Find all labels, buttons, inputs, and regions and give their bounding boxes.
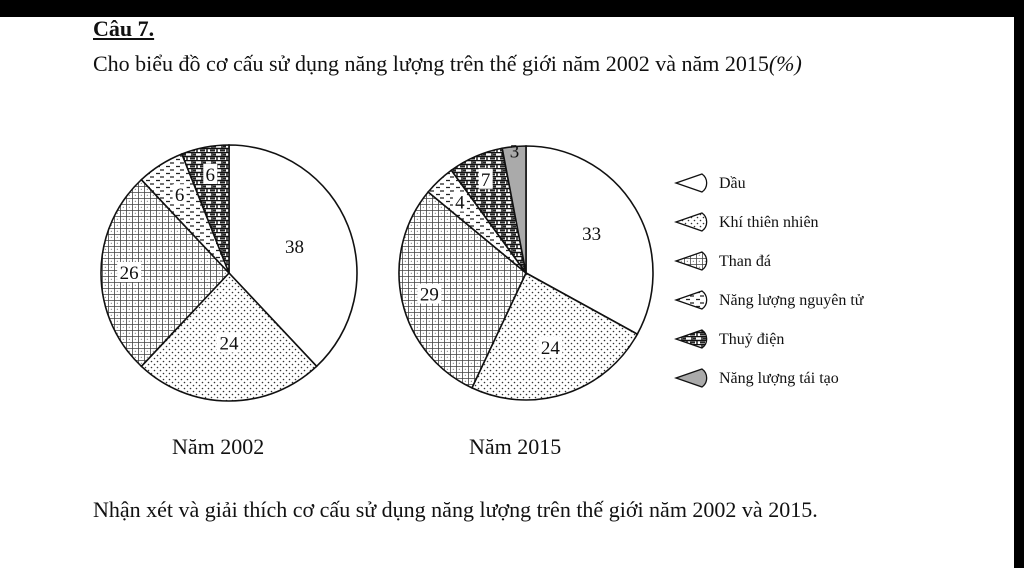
pie-nam-2015 bbox=[399, 142, 653, 400]
question-unit: (%) bbox=[768, 51, 802, 76]
legend-label-nang-luong-tai-tao: Năng lượng tái tạo bbox=[719, 370, 839, 387]
legend-label-than-da: Than đá bbox=[719, 253, 771, 270]
question-task: Nhận xét và giải thích cơ cấu sử dụng năng lượng trên thế giới năm 2002 và 2015. bbox=[93, 497, 818, 522]
pie-value-label-than-da: 26 bbox=[119, 263, 139, 284]
pie-value-label-thuy-dien: 6 bbox=[205, 164, 216, 186]
pie-value-label-khi-thien-nhien: 24 bbox=[540, 337, 560, 359]
legend-swatch-than-da bbox=[676, 252, 707, 270]
legend-swatch-thuy-dien bbox=[676, 330, 707, 348]
legend-swatch-nang-luong-nguyen-tu bbox=[676, 291, 707, 309]
year-label-2002: Năm 2002 bbox=[172, 434, 265, 459]
legend-item-nang-luong-nguyen-tu bbox=[676, 291, 865, 309]
legend-label-dau: Dầu bbox=[719, 175, 746, 192]
legend-swatch-dau bbox=[676, 174, 707, 192]
year-label-2015: Năm 2015 bbox=[469, 434, 562, 459]
pie-value-label-thuy-dien: 7 bbox=[480, 169, 491, 191]
pie-nam-2002 bbox=[101, 145, 357, 401]
legend-item-dau bbox=[676, 174, 746, 192]
legend-item-nang-luong-tai-tao bbox=[676, 369, 839, 387]
legend-label-thuy-dien: Thuỷ điện bbox=[719, 331, 785, 348]
legend-label-nang-luong-nguyen-tu: Năng lượng nguyên tử bbox=[719, 292, 864, 309]
pie-value-label-than-da: 29 bbox=[419, 284, 439, 306]
pie-value-label-nang-luong-tai-tao: 3 bbox=[509, 141, 520, 163]
pie-value-label-khi-thien-nhien: 24 bbox=[219, 333, 239, 355]
legend-swatch-khi-thien-nhien bbox=[676, 213, 707, 231]
pie-value-label-nang-luong-nguyen-tu: 4 bbox=[455, 192, 465, 214]
pie-value-label-dau: 38 bbox=[284, 237, 304, 259]
legend-item-than-da bbox=[676, 252, 771, 270]
pie-value-label-nang-luong-nguyen-tu: 6 bbox=[174, 185, 185, 207]
question-title: Câu 7. bbox=[93, 16, 155, 41]
pie-value-label-dau: 33 bbox=[582, 224, 602, 246]
legend-swatch-nang-luong-tai-tao bbox=[676, 369, 707, 387]
legend-item-thuy-dien bbox=[676, 330, 784, 348]
legend-item-khi-thien-nhien bbox=[676, 213, 819, 231]
legend-label-khi-thien-nhien: Khí thiên nhiên bbox=[719, 214, 819, 231]
right-black-bar bbox=[1014, 0, 1024, 568]
question-text-main: Cho biểu đồ cơ cấu sử dụng năng lượng trên thế giới năm 2002 và năm 2015 bbox=[93, 51, 769, 76]
